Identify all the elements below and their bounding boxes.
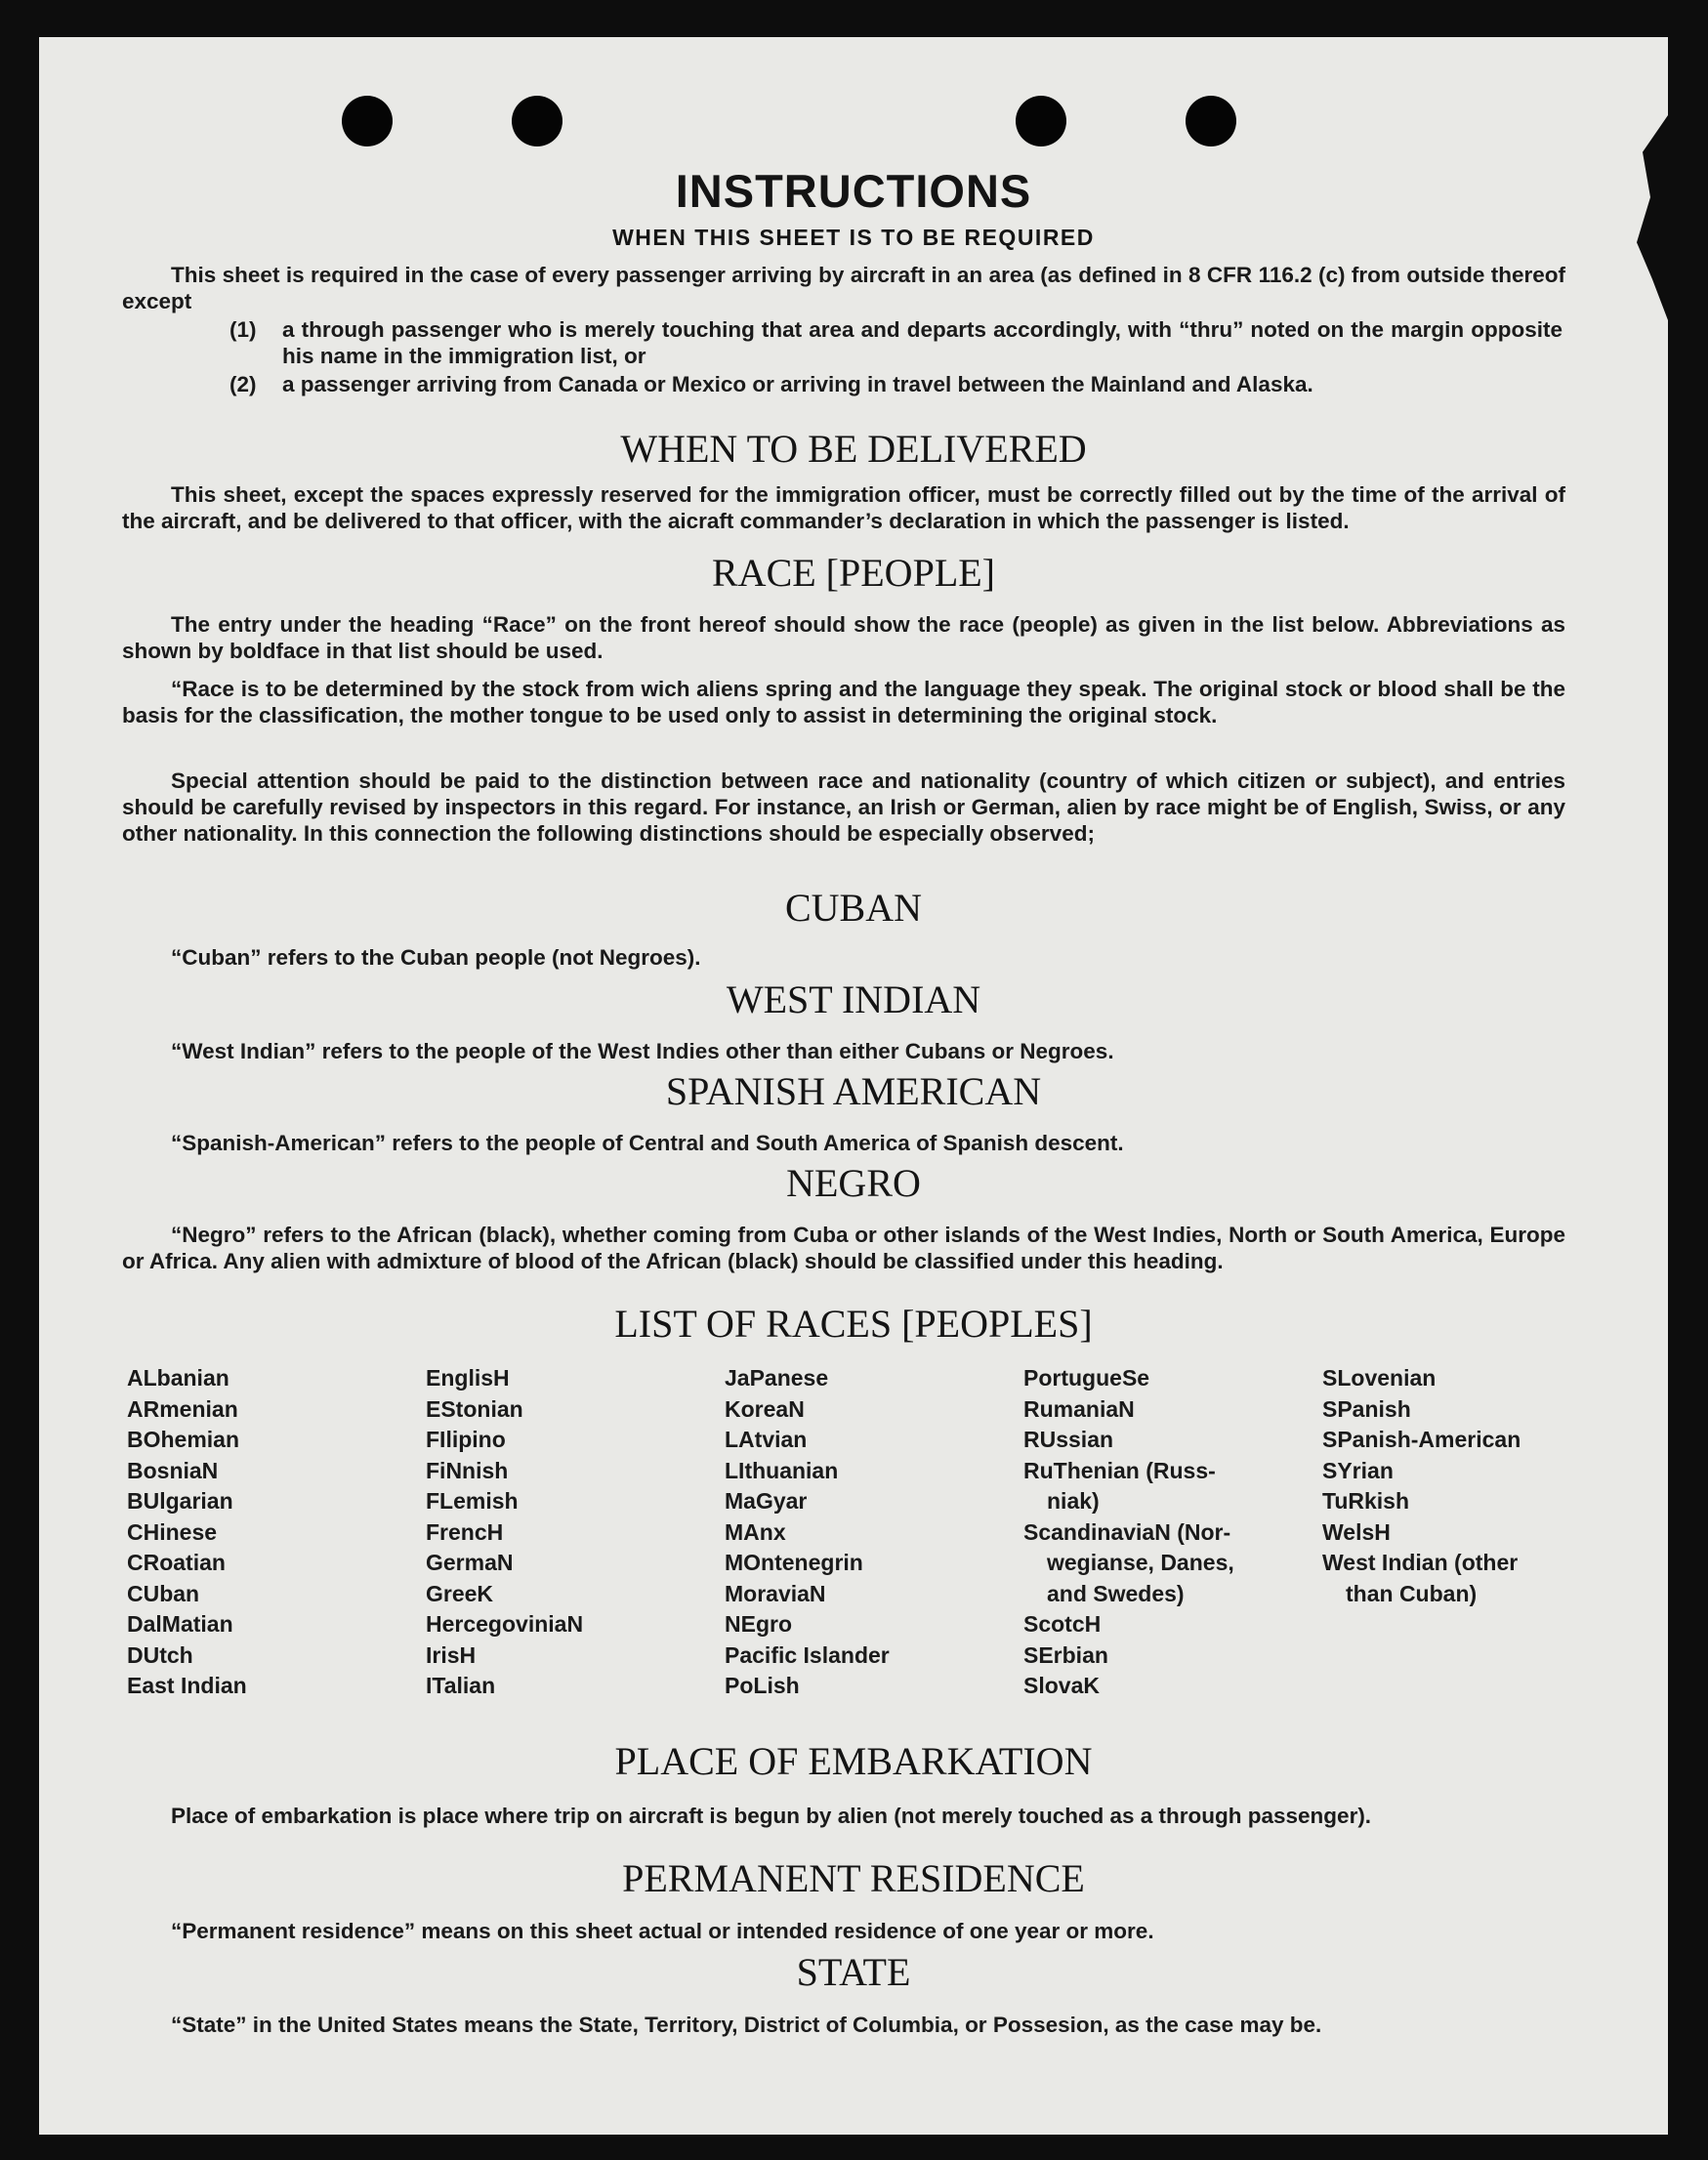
race-entry: LIthuanian [725,1457,839,1483]
race-entry: PortugueSe [1023,1365,1150,1391]
race-entry: PoLish [725,1673,800,1698]
race-entry: FrencH [426,1518,504,1545]
instructions-title: INSTRUCTIONS [675,165,1032,217]
race-entry: wegianse, Danes, [1047,1550,1234,1575]
race-entry: SPanish [1322,1395,1411,1422]
race-entry: RumaniaN [1023,1395,1135,1422]
heading-state: STATE [796,1950,911,1994]
punch-hole [1186,96,1236,146]
race-entry: East Indian [127,1673,247,1698]
heading-negro: NEGRO [786,1161,921,1205]
races-column [1023,1363,1322,1702]
race-entry: SLovenian [1322,1365,1437,1391]
race-entry: than Cuban) [1346,1580,1478,1606]
race-entry: GreeK [426,1580,494,1606]
document-page [39,37,1668,2135]
race-entry: RuThenian (Russ- [1023,1457,1216,1483]
race-entry: CHinese [127,1518,218,1545]
residence-paragraph: “Permanent residence” means on this sheet actual or intended residence of one year or more. [171,1919,1154,1943]
race-entry: ARmenian [127,1395,238,1422]
instructions-intro: This sheet is required in the case of every passenger arriving by aircraft in an area (as defined in 8 CFR 116.2 (c) from outside thereof except [122,263,1565,313]
race-entry: CRoatian [127,1550,226,1575]
race-entry: LAtvian [725,1427,808,1452]
race-entry: niak) [1047,1488,1100,1514]
race-entry: FIlipino [426,1427,506,1452]
race-entry: IrisH [426,1641,477,1668]
race-entry: DalMatian [127,1611,233,1637]
race-entry: WelsH [1322,1518,1391,1545]
heading-race: RACE [PEOPLE] [712,551,995,595]
heading-spanish-american: SPANISH AMERICAN [665,1069,1042,1113]
exception-number: (1) [229,317,257,342]
heading-permanent-residence: PERMANENT RESIDENCE [622,1856,1085,1900]
heading-when-to-be-delivered: WHEN TO BE DELIVERED [620,427,1087,471]
race-entry: ScotcH [1023,1611,1102,1637]
negro-paragraph: “Negro” refers to the African (black), whether coming from Cuba or other islands of the West Indies, North or South America, Europe or Africa. Any alien with admixture of blood of the African (black) should be classified under this heading. [122,1223,1565,1273]
race-entry: BosniaN [127,1457,219,1483]
race-paragraph-2: “Race is to be determined by the stock from wich aliens spring and the language they speak. The original stock or blood shall be the basis for the classification, the mother tongue to be used only to assist in determining the original stock. [122,677,1565,727]
race-entry: RUssian [1023,1427,1114,1452]
heading-place-of-embarkation: PLACE OF EMBARKATION [614,1739,1093,1783]
punch-hole [342,96,393,146]
exception-number: (2) [229,372,257,396]
race-entry: DUtch [127,1641,193,1668]
race-entry: SlovaK [1023,1673,1100,1698]
instructions-subtitle: WHEN THIS SHEET IS TO BE REQUIRED [612,225,1095,250]
race-entry: SErbian [1023,1641,1108,1668]
race-entry: GermaN [426,1550,514,1575]
race-entry: Pacific Islander [725,1641,890,1668]
race-entry: FLemish [426,1488,519,1514]
exception-text: a through passenger who is merely touching that area and departs accordingly, with “thru” noted on the margin opposite his name in the immigration list, or [282,317,1562,368]
race-entry: EnglisH [426,1365,510,1391]
race-entry: SPanish-American [1322,1427,1521,1452]
embarkation-paragraph: Place of embarkation is place where trip on aircraft is begun by alien (not merely touched as a through passenger). [171,1804,1372,1828]
races-column [725,1363,1023,1702]
race-entry: EStonian [426,1395,523,1422]
exception-text: a passenger arriving from Canada or Mexico or arriving in travel between the Mainland and Alaska. [282,372,1313,396]
exception-item [229,371,1562,397]
spanish-american-paragraph: “Spanish-American” refers to the people of Central and South America of Spanish descent. [171,1131,1124,1155]
race-entry: ITalian [426,1673,496,1698]
races-column [127,1363,426,1702]
race-entry: MOntenegrin [725,1550,863,1575]
race-entry: CUban [127,1580,200,1606]
race-entry: ALbanian [127,1365,229,1391]
race-entry: BOhemian [127,1427,240,1452]
race-entry: MaGyar [725,1488,808,1514]
punch-hole [512,96,562,146]
race-entry: MoraviaN [725,1580,826,1606]
race-entry: and Swedes) [1047,1580,1185,1606]
race-entry: MAnx [725,1518,786,1545]
state-paragraph: “State” in the United States means the State, Territory, District of Columbia, or Possesion, as the case may be. [171,2013,1322,2037]
race-entry: TuRkish [1322,1488,1410,1514]
race-paragraph-3: Special attention should be paid to the distinction between race and nationality (country of which citizen or subject), and entries should be carefully revised by inspectors in this regard. For instance, an Irish or German, alien by race might be of English, Swiss, or any other nationality. In this connection the following distinctions should be especially observed; [122,768,1565,846]
race-entry: ScandinaviaN (Nor- [1023,1518,1231,1545]
race-entry: KoreaN [725,1395,805,1422]
race-entry: JaPanese [725,1365,829,1391]
races-list [127,1363,1611,1702]
races-column [1322,1363,1611,1702]
heading-west-indian: WEST INDIAN [726,977,981,1021]
race-paragraph-1: The entry under the heading “Race” on the front hereof should show the race (people) as given in the list below. Abbreviations as shown by boldface in that list should be used. [122,612,1565,663]
race-entry: NEgro [725,1611,792,1637]
delivered-paragraph: This sheet, except the spaces expressly reserved for the immigration officer, must be correctly filled out by the time of the arrival of the aircraft, and be delivered to that officer, with the aicraft commander’s declaration in which the passenger is listed. [122,482,1565,533]
race-entry: BUlgarian [127,1488,233,1514]
race-entry: FiNnish [426,1457,509,1483]
races-column [426,1363,725,1702]
cuban-paragraph: “Cuban” refers to the Cuban people (not Negroes). [171,945,701,970]
west-indian-paragraph: “West Indian” refers to the people of the West Indies other than either Cubans or Negroes. [171,1039,1114,1063]
race-entry: SYrian [1322,1457,1394,1483]
race-entry: HercegoviniaN [426,1611,584,1637]
punch-hole [1016,96,1066,146]
heading-list-of-races: LIST OF RACES [PEOPLES] [614,1302,1093,1346]
exception-item [229,316,1562,369]
heading-cuban: CUBAN [784,886,923,930]
race-entry: West Indian (other [1322,1550,1519,1575]
